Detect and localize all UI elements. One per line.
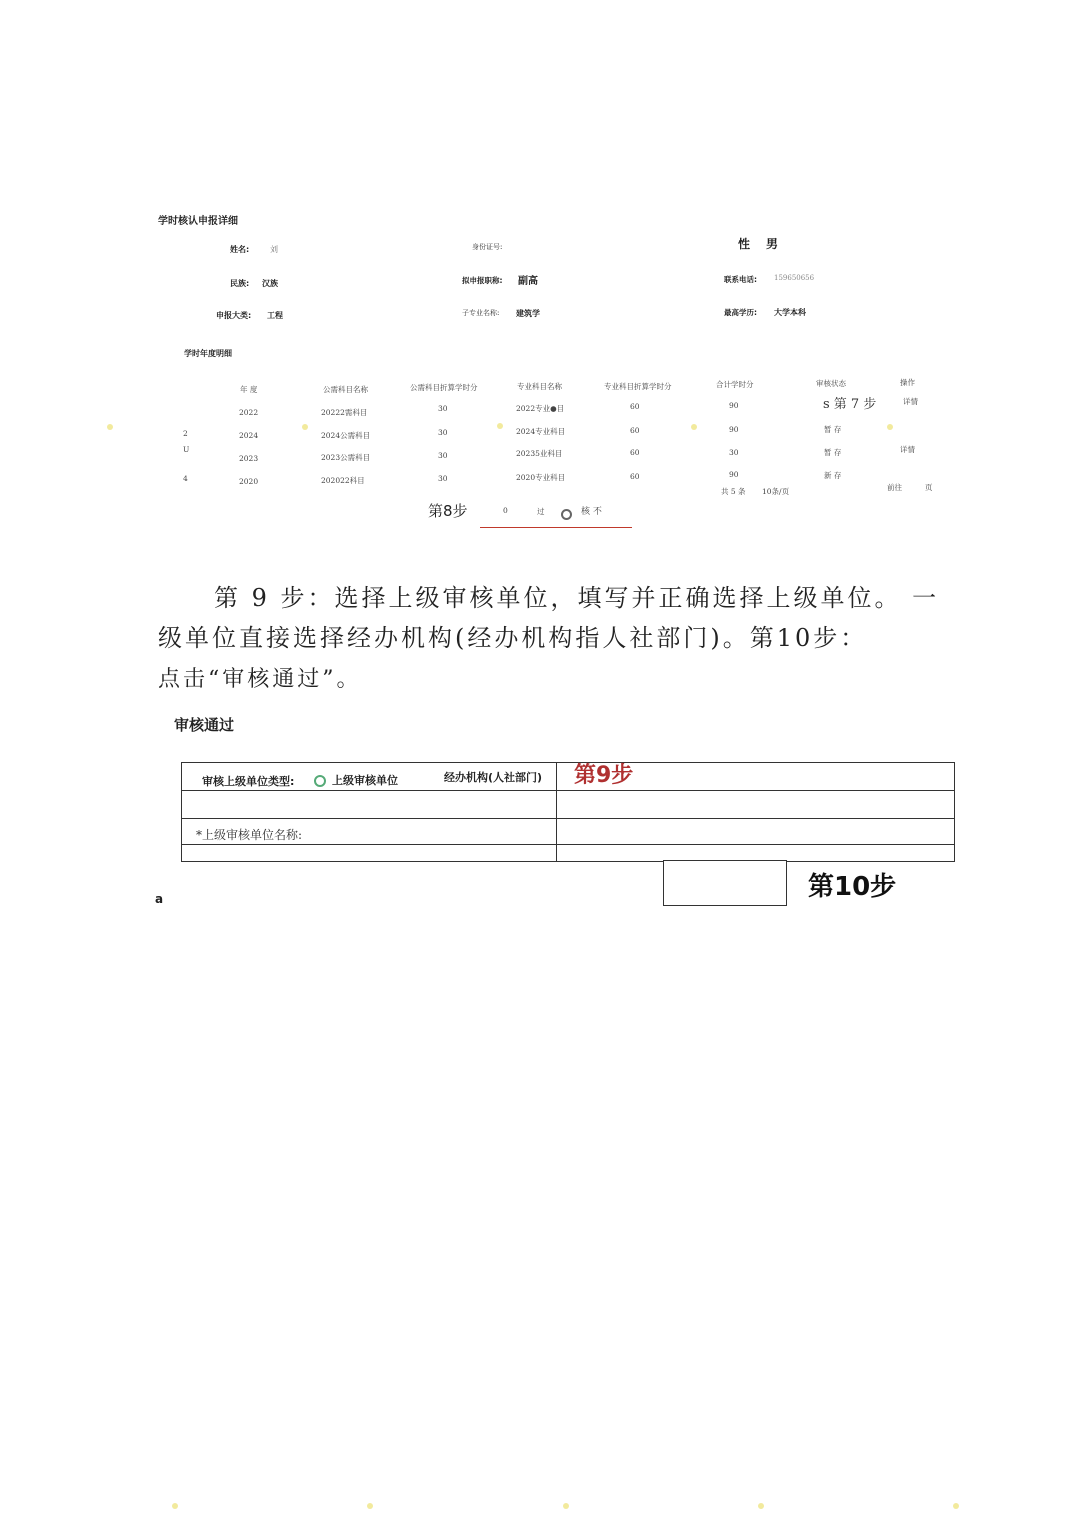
pass-option[interactable]: 过 bbox=[537, 507, 545, 516]
major-value: 建筑学 bbox=[516, 309, 540, 318]
step-8-underline bbox=[480, 527, 632, 528]
ethnic-label: 民族: bbox=[230, 279, 250, 288]
superior-type-label: 审核上级单位类型: bbox=[202, 775, 295, 788]
superior-unit-option: 上级审核单位 bbox=[332, 774, 398, 787]
category-value: 工程 bbox=[267, 311, 283, 320]
table-cell-year: 2023 bbox=[239, 454, 259, 463]
scan-dot bbox=[887, 424, 893, 430]
phone-label: 联系电话: bbox=[724, 275, 757, 284]
detail-link[interactable]: 详情 bbox=[903, 397, 918, 406]
col-header-year: 年 度 bbox=[240, 385, 258, 394]
name-label: 姓名: bbox=[230, 245, 250, 254]
step-10-label: 第10步 bbox=[808, 872, 897, 902]
table-cell-pro-hours: 60 bbox=[630, 402, 640, 411]
title-label: 拟申报职称: bbox=[462, 276, 503, 285]
instruction-line-3: 点击“审核通过”。 bbox=[158, 667, 362, 692]
scan-dot bbox=[953, 1503, 959, 1509]
margin-mark: a bbox=[155, 892, 164, 906]
col-header-pro-hours: 专业科目折算学时分 bbox=[604, 382, 672, 391]
scan-dot bbox=[563, 1503, 569, 1509]
pagination-page: 页 bbox=[925, 483, 933, 492]
pagination-per-page[interactable]: 10条/页 bbox=[762, 487, 790, 496]
superior-name-input[interactable] bbox=[556, 818, 952, 842]
table-cell-pro-name: 20235业科目 bbox=[516, 449, 563, 458]
agency-option[interactable]: 经办机构(人社部门) bbox=[444, 771, 543, 784]
pagination-goto: 前往 bbox=[887, 483, 902, 492]
table-divider bbox=[182, 790, 954, 791]
table-cell-year: 2024 bbox=[239, 431, 259, 440]
table-row-index: 2 bbox=[183, 429, 188, 438]
table-cell-pub-hours: 30 bbox=[438, 451, 448, 460]
pass-option-zero[interactable]: 0 bbox=[503, 506, 508, 515]
scan-dot bbox=[172, 1503, 178, 1509]
step-7-label: s 第 7 步 bbox=[823, 397, 877, 412]
approval-form-table bbox=[181, 762, 955, 862]
table-cell-pro-hours: 60 bbox=[630, 426, 640, 435]
scan-dot bbox=[758, 1503, 764, 1509]
category-label: 申报大类: bbox=[216, 311, 252, 320]
step-9-label: 第9步 bbox=[574, 763, 634, 788]
superior-name-label: *上级审核单位名称: bbox=[196, 828, 303, 842]
instruction-line-2: 级单位直接选择经办机构(经办机构指人社部门)。第10步： bbox=[158, 624, 868, 652]
col-header-total: 合计学时分 bbox=[716, 380, 754, 389]
name-value: 刘 bbox=[270, 245, 278, 254]
table-cell-status: 暂 存 bbox=[824, 448, 842, 457]
table-cell-year: 2020 bbox=[239, 477, 259, 486]
id-label: 身份证号: bbox=[472, 243, 503, 251]
reject-option[interactable]: 核 不 bbox=[581, 507, 602, 517]
table-cell-status: 新 存 bbox=[824, 471, 842, 480]
table-cell-pub-hours: 30 bbox=[438, 428, 448, 437]
table-cell-pro-name: 2024专业科目 bbox=[516, 427, 566, 436]
table-cell-total: 90 bbox=[729, 470, 739, 479]
table-row-index: 4 bbox=[183, 474, 188, 483]
radio-icon bbox=[561, 509, 572, 520]
scan-dot bbox=[497, 423, 503, 429]
col-header-status: 审核状态 bbox=[816, 379, 846, 388]
approval-title: 审核通过 bbox=[174, 716, 235, 734]
table-divider bbox=[556, 763, 557, 861]
detail-title: 学时核认申报详细 bbox=[158, 216, 238, 227]
table-cell-pub-hours: 30 bbox=[438, 474, 448, 483]
ethnic-value: 汉族 bbox=[262, 279, 278, 288]
title-value: 副高 bbox=[518, 276, 538, 287]
scan-dot bbox=[367, 1503, 373, 1509]
table-cell-pro-name: 2020专业科目 bbox=[516, 473, 566, 482]
table-divider bbox=[182, 844, 954, 845]
phone-value: 159650656 bbox=[774, 274, 815, 282]
table-cell-total: 90 bbox=[729, 401, 739, 410]
table-cell-pub-name: 2023公需科目 bbox=[321, 453, 371, 462]
table-cell-status: 暂 存 bbox=[824, 425, 842, 434]
table-cell-pro-hours: 60 bbox=[630, 448, 640, 457]
major-label: 子专业名称: bbox=[462, 309, 500, 317]
col-header-op: 操作 bbox=[900, 378, 915, 387]
superior-unit-radio[interactable] bbox=[314, 772, 398, 788]
scan-dot bbox=[107, 424, 113, 430]
table-cell-total: 30 bbox=[729, 448, 739, 457]
detail-link[interactable]: 详情 bbox=[900, 445, 915, 454]
instruction-line-1: 第 9 步：选择上级审核单位，填写并正确选择上级单位。 一 bbox=[214, 584, 940, 612]
table-cell-pub-name: 2024公需科目 bbox=[321, 431, 371, 440]
scan-dot bbox=[691, 424, 697, 430]
table-cell-pro-hours: 60 bbox=[630, 472, 640, 481]
reject-radio[interactable] bbox=[561, 504, 572, 523]
col-header-pub-name: 公需科目名称 bbox=[323, 385, 368, 394]
radio-selected-icon bbox=[314, 775, 326, 787]
table-cell-pub-name: 20222需科目 bbox=[321, 408, 368, 417]
approve-button[interactable] bbox=[663, 860, 787, 906]
col-header-pub-hours: 公需科目折算学时分 bbox=[410, 383, 478, 392]
scan-dot bbox=[302, 424, 308, 430]
section-label: 学时年度明细 bbox=[184, 349, 232, 358]
col-header-pro-name: 专业科目名称 bbox=[517, 382, 562, 391]
table-cell-total: 90 bbox=[729, 425, 739, 434]
step-8-label: 第8步 bbox=[428, 502, 468, 520]
edu-value: 大学本科 bbox=[774, 308, 806, 317]
gender-field: 性 男 bbox=[738, 237, 781, 251]
table-cell-pro-name: 2022专业●目 bbox=[516, 404, 565, 413]
table-cell-pub-hours: 30 bbox=[438, 404, 448, 413]
pagination-total: 共 5 条 bbox=[721, 487, 746, 496]
table-cell-pub-name: 202022科目 bbox=[321, 476, 365, 485]
table-cell-year: 2022 bbox=[239, 408, 259, 417]
edu-label: 最高学历: bbox=[724, 308, 757, 317]
table-row-index: U bbox=[183, 445, 190, 454]
